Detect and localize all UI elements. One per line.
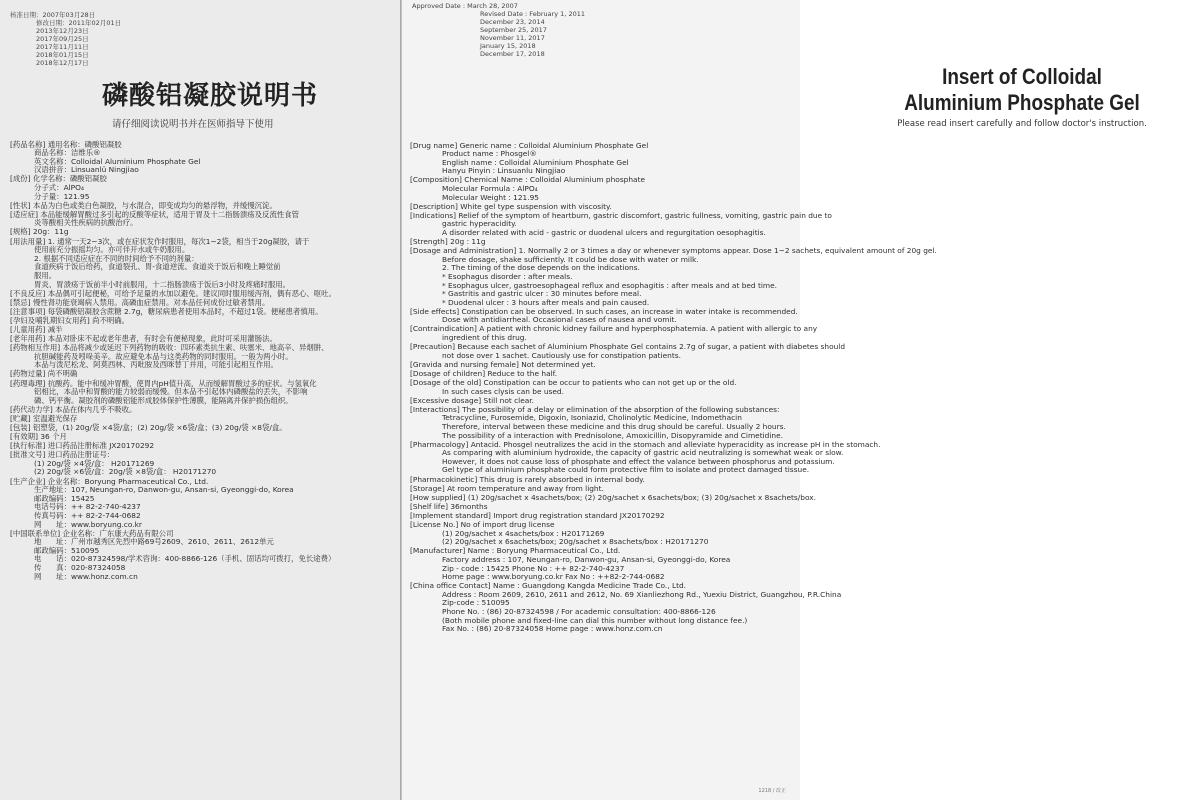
revision-date: Revised Date : February 1, 2011 [480, 10, 585, 18]
section [10, 380, 390, 406]
section-text: 本品与泼尼松龙、阿莫西林、丙吡胺及西咪替丁并用，可能引起相互作用。 [34, 360, 278, 370]
section [10, 424, 390, 433]
revision-date: September 25, 2017 [480, 26, 547, 34]
section-text: 2. The timing of the dose depends on the indications. [442, 263, 640, 273]
revision-date: 2018年12月17日 [36, 59, 89, 67]
page-title: 磷酸铝凝胶说明书 [102, 81, 319, 111]
section-heading: [ 禁忌 ] [10, 298, 31, 307]
section-text: In such cases clysis can be used. [442, 386, 564, 396]
section-text: 尚不明确 [47, 369, 78, 379]
revision-date: 2017年11月11日 [36, 43, 89, 51]
section-heading: [ 药物过量 ] [10, 369, 45, 378]
section-text: 铝相比，本品中和胃酸的能力较弱而缓慢。但本品不引起体内磷酸盐的丢失，不影响 [34, 387, 308, 397]
section-text: gastric hyperacidity. [442, 219, 517, 229]
section-heading: [ 规格 ] [10, 227, 31, 236]
section [410, 246, 937, 307]
section-text: 地 址：广州市越秀区先烈中路69号2609、2610、2611、2612单元 [34, 537, 274, 547]
section-text: Still not clear. [483, 395, 534, 405]
section-text: 1. 通常一天2~3次，或在症状发作时服用，每次1~2袋，相当于20g凝胶，请于 [47, 236, 310, 246]
section-text: Fax No. : (86) 20-87324058 Home page : www.honz.com.cn [442, 624, 663, 634]
section-text: As comparing with aluminium hydroxide, the capacity of gastric acid neutralizing is somewhat weak or slow. [442, 448, 844, 458]
section-text: Reduce to the half. [487, 368, 558, 378]
section-text: Tetracycline, Furosemide, Digoxin, Isoniazid, Cholinolytic Medicine, Indomethacin [442, 413, 742, 423]
section-text: 本品将减少或延迟下列药物的吸收：四环素类抗生素、呋塞米、地高辛、异烟肼、 [62, 343, 329, 353]
section-text: 传真号码：++ 82-2-744-0682 [34, 510, 141, 520]
section-text: Molecular Weight : 121.95 [442, 192, 540, 202]
section-heading: [ 执行标准 ] [10, 441, 45, 450]
section-heading: [ Dosage of children ] [410, 369, 485, 378]
section-heading: [ 药物相互作用 ] [10, 343, 60, 352]
section-line [10, 573, 390, 582]
section-heading: [ 孕妇及哺乳期妇女用药 ] [10, 316, 90, 325]
section-text: Name : Boryung Pharmaceutical Co., Ltd. [467, 546, 621, 556]
section-text: Constipation can be observed. In such cases, an increase in water intake is recommended. [461, 306, 798, 316]
revision-date: 2018年01月15日 [36, 51, 89, 59]
revision-date: 修改日期：2011年02月01日 [36, 19, 122, 27]
section-text: * Gastritis and gastric ulcer : 30 minutes before meal. [442, 289, 642, 299]
approval-number: (1) 20g/袋 ×4袋/盒： H20171269 [34, 458, 155, 468]
section-text: 20g : 11g [450, 237, 486, 247]
section-text: Hanyu Pinyin : Linsuanlu Ningjiao [442, 166, 566, 176]
insert-body [410, 140, 937, 634]
section-text: 磷、钙平衡。凝胶剂的磷酸铝能形成胶体保护性薄膜，能隔离并保护损伤组织。 [34, 395, 293, 405]
section-text: English name : Colloidal Aluminium Phosphate Gel [442, 157, 629, 167]
page-subtitle: 请仔细阅读说明书并在医师指导下使用 [112, 119, 274, 130]
section-text: ingredient of this drug. [442, 333, 527, 343]
section-text: 传 真：020-87324058 [34, 563, 126, 572]
section-heading: [ Dosage of the old ] [410, 378, 481, 387]
section-text: Gel type of aluminium phosphate could form protective film to isolate and protect damaged tissue. [442, 465, 810, 475]
section-text: Address : Room 2609, 2610, 2611 and 2612, No. 69 Xianliezhong Rd., Yuexiu District, Guangzhou, P.R.China [442, 589, 842, 599]
page-subtitle: Please read insert carefully and follow doctor's instruction. [897, 119, 1147, 129]
section-line [410, 625, 794, 634]
section-text: (1) 20g/sachet x 4sachets/box : H20171269 [442, 528, 605, 538]
section [10, 317, 390, 326]
section-text: 2. 根据不同适应症在不同的时间给予不同的剂量： [34, 253, 199, 263]
section-text: Molecular Formula : AlPO₄ [442, 183, 538, 193]
section-text: 36 个月 [40, 432, 67, 442]
section [410, 581, 842, 634]
section-heading: [ Pharmacology ] [410, 440, 468, 449]
section-heading: [ License No. ] [410, 520, 458, 529]
section-text: Import drug registration standard JX20170292 [493, 510, 665, 520]
section-text: 使用前充分振摇均匀。亦可伴开水或牛奶服用。 [34, 245, 190, 255]
section-text: However, it does not cause loss of phosphate and effect the valance between phosphorus and potassium. [442, 456, 835, 466]
section-heading: [ Strength ] [410, 237, 448, 246]
section-text: Antacid. Phosgel neutralizes the acid in the stomach and alleviate hyperacidity as increase pH in the stomach. [470, 439, 881, 449]
section [410, 324, 818, 343]
section-text: 分子量：121.95 [34, 191, 90, 201]
section [10, 478, 390, 530]
section [410, 439, 881, 475]
section-heading: [ 包装 ] [10, 423, 31, 432]
section [10, 238, 390, 290]
section-heading: [ Storage ] [410, 484, 445, 493]
revision-dates [412, 2, 585, 58]
section-text: 分子式：AlPO₄ [34, 182, 84, 192]
section-heading: [ 用法用量 ] [10, 237, 45, 246]
section-text: 本品对卧床不起或老年患者，有时会有便秘现象，此时可采用灌肠法。 [47, 334, 277, 344]
section-text: Phone No. : (86) 20-87324598 / For academic consultation: 400-8866-126 [442, 606, 716, 616]
section-text: 汉语拼音：Linsuanlü Ningjiao [34, 165, 139, 175]
section-heading: [ Implement standard ] [410, 511, 491, 520]
section-text: Chemical Name : Colloidal Aluminium phosphate [464, 175, 646, 185]
section-heading: [ Composition ] [410, 175, 462, 184]
section [10, 211, 390, 228]
section [410, 379, 794, 396]
section-text: 企业名称：广东康大药品有限公司 [62, 528, 174, 538]
section-text: (2) 20g/sachet x 6sachets/box; 20g/sachet x 8sachets/box : H20171270 [442, 537, 709, 547]
section-text: 36months [450, 501, 488, 511]
section-text: This drug is rarely absorbed in internal body. [479, 474, 645, 484]
section-heading: [ 药理毒理 ] [10, 379, 45, 388]
section-heading: [ 性状 ] [10, 201, 31, 210]
section-text: 商品名称：洁维乐® [34, 148, 101, 158]
section-heading: [ Shelf life ] [410, 502, 448, 511]
section-text: 食道疾病于饭后给药，食道裂孔、胃-食道逆流、食道炎于饭后和晚上睡觉前 [34, 262, 281, 272]
section-text: No of import drug license [460, 520, 555, 530]
section-text: Before dosage, shake sufficiently. It could be dose with water or milk. [442, 254, 699, 264]
section-text: 进口药品注册证号： [47, 450, 115, 460]
section-heading: [ 成份 ] [10, 174, 31, 183]
section-text: * Duodenal ulcer : 3 hours after meals and pain caused. [442, 297, 650, 307]
section-text: A patient with chronic kidney failure and hyperphosphatemia. A patient with allergic to any [479, 324, 818, 334]
section-text: not dose over 1 sachet. Cautiously use for constipation patients. [442, 350, 681, 360]
section-heading: [ 不良反应 ] [10, 289, 45, 298]
section-text: (Both mobile phone and fixed-line can dial this number without long distance fee.) [442, 615, 748, 625]
section-text: 进口药品注册标准 JX20170292 [47, 441, 155, 451]
section-text: 抗胆碱能药及吲哚美辛。故应避免本品与这类药物的同时服用。一般为两小时。 [34, 351, 293, 361]
section [410, 306, 798, 325]
section-heading: [ Precaution ] [410, 342, 455, 351]
section-text: 1. Normally 2 or 3 times a day or whenever symptoms appear. Dose 1~2 sachets, equivalent amount of 20g gel. [518, 246, 937, 256]
section-heading: [ Dosage and Administration ] [410, 246, 516, 255]
section-text: 英文名称：Colloidal Aluminium Phosphate Gel [34, 156, 201, 166]
section-text: 本品能缓解胃酸过多引起的反酸等症状，适用于胃及十二指肠溃疡及反流性食管 [40, 209, 300, 219]
revision-date: December 23, 2014 [480, 18, 545, 26]
section-text: 服用。 [34, 270, 57, 280]
section-text: Constipation can be occur to patients who can not get up or the old. [483, 378, 737, 388]
section-text: Therefore, interval between these medicine and this drug should be careful. Usually 2 hours. [442, 422, 786, 431]
section-text: 网 址：www.honz.com.cn [34, 571, 138, 581]
revision-date: 2017年09月25日 [36, 35, 89, 43]
section-heading: [ Indications ] [410, 211, 456, 220]
section-text: The possibility of a interaction with Prednisolone, Amoxicillin, Disopyramide and Cimetidine. [442, 430, 784, 440]
section-heading: [ Excessive dosage ] [410, 396, 481, 405]
section-heading: [ Side effects ] [410, 307, 459, 316]
section-text: 炎等酸相关性疾病的抗酸治疗。 [34, 218, 138, 228]
section-text: 胃炎、胃溃疡于饭前半小时前服用，十二指肠溃疡于饭后3小时及疼痛时服用。 [34, 279, 290, 289]
section-text: Not determined yet. [521, 359, 596, 369]
section-heading: [ Manufacturer ] [410, 546, 465, 555]
revision-date: 2013年12月23日 [36, 27, 89, 35]
section [410, 142, 794, 176]
section-text: 化学名称：磷酸铝凝胶 [32, 174, 107, 184]
section-text: 每袋磷酸铝凝胶含蔗糖 2.7g，糖尿病患者使用本品时，不超过1袋。便秘患者慎用。 [47, 306, 323, 316]
section-heading: [ 药品名称 ] [10, 140, 45, 149]
section-heading: [ 生产企业 ] [10, 477, 45, 486]
section-heading: [ 儿童用药 ] [10, 325, 45, 334]
section-text: 通用名称：磷酸铝凝胶 [47, 139, 122, 149]
section-heading: [ 适应症 ] [10, 210, 38, 219]
section-text: The possibility of a delay or elimination of the absorption of the following substances: [462, 404, 780, 414]
section-text: Name : Guangdong Kangda Medicine Trade Co., Ltd. [492, 581, 687, 591]
section [410, 406, 794, 440]
section-text: 电话号码：++ 82-2-740-4237 [34, 502, 141, 512]
section-heading: [ 有效期 ] [10, 432, 38, 441]
section-text: 减半 [47, 324, 63, 334]
revision-date: December 17, 2018 [480, 50, 545, 58]
revision-dates [10, 11, 121, 67]
section-text: * Esophagus disorder : after meals. [442, 271, 573, 281]
section [410, 547, 794, 581]
chinese-insert-page [0, 0, 402, 800]
section-text: A disorder related with acid - gastric or duodenal ulcers and regurgitation oesophagitis. [442, 227, 766, 237]
section-line [10, 263, 390, 272]
revision-date: January 15, 2018 [480, 42, 536, 50]
section-text: * Esophagus ulcer, gastroesophageal reflux and esophagitis : after meals and at bed time. [442, 280, 778, 290]
section-heading: [ Drug name ] [410, 141, 457, 150]
section-text: At room temperature and away from light. [447, 483, 604, 493]
section-heading: [ 中国联系单位 ] [10, 529, 60, 538]
section-text: Zip-code : 510095 [442, 598, 510, 608]
english-insert-page [402, 0, 1147, 800]
section-heading: [ Interactions ] [410, 405, 460, 414]
section-text: (1) 20g/sachet x 4sachets/box; (2) 20g/sachet x 6sachets/box; (3) 20g/sachet x 8sachets/box. [467, 492, 816, 502]
section-line [10, 424, 390, 433]
section-heading: [ 贮藏 ] [10, 414, 31, 423]
section-text: Because each sachet of Aluminium Phosphate Gel contains 2.7g of sugar, a patient with diabetes should [457, 342, 846, 352]
section-heading: [ 批准文号 ] [10, 450, 45, 459]
section-text: 电 话：020-87324598/学术咨询：400-8866-126（手机、固话均可拨打，免长途费） [34, 554, 336, 564]
revision-date: 核准日期：2007年03月28日 [10, 11, 96, 19]
page-title: Insert of Colloidal Aluminium Phosphate Gel [904, 64, 1140, 115]
section-text: 企业名称：Boryung Pharmaceutical Co., Ltd. [47, 476, 209, 486]
section-text: 网 址：www.boryung.co.kr [34, 519, 142, 529]
section-text: 邮政编码：15425 [34, 493, 95, 503]
section-line [10, 317, 390, 326]
section-text: 抗酸药。能中和缓冲胃酸，使胃内pH值升高，从而缓解胃酸过多的症状。与氢氧化 [47, 378, 317, 388]
section-text: 铝塑袋，(1) 20g/袋 ×4袋/盒；(2) 20g/袋 ×6袋/盒；(3) 20g/袋 ×8袋/盒。 [32, 423, 287, 432]
section-text: White gel type suspension with viscosity. [460, 201, 612, 211]
section-heading: [ Gravida and nursing female ] [410, 360, 519, 369]
section-text: 室温避光保存 [32, 413, 78, 423]
corner-mark: 1218 / 改正 [758, 788, 786, 794]
section-text: 本品为白色或类白色凝胶，与水混合，即变成均匀的悬浮物，并缓慢沉淀。 [32, 200, 277, 210]
section-text: Home page : www.boryung.co.kr Fax No : ++82-2-744-0682 [442, 572, 665, 582]
section-text: 慢性肾功能衰竭病人禁用。高磷血症禁用。对本品任何成份过敏者禁用。 [32, 297, 270, 307]
section-text: 20g：11g [32, 227, 69, 237]
section-heading: [ Description ] [410, 202, 458, 211]
section-text: Factory address : 107, Neungan-ro, Danwon-gu, Ansan-si, Gyeonggi-do, Korea [442, 554, 731, 564]
section-text: Dose with antidiarrheal. Occasional cases of nausea and vomit. [442, 315, 677, 325]
section-text: 尚不明确。 [92, 315, 130, 325]
section-heading: [ 注意事项 ] [10, 307, 45, 316]
section [410, 521, 794, 547]
section-text: 本品偶可引起便秘，可给予足量的水加以避免。建议同时服用缓泻剂，偶有恶心、呕吐。 [47, 288, 336, 298]
section-text: Relief of the symptom of heartburn, gastric discomfort, gastric fullness, vomiting, gastric pain due to [458, 210, 832, 220]
section [10, 175, 390, 201]
approval-number: (2) 20g/袋 ×6袋/盒：20g/袋 ×8袋/盒： H20171270 [34, 467, 217, 477]
revision-date: November 11, 2017 [480, 34, 545, 42]
insert-body [10, 140, 390, 581]
section-heading: [ 药代动力学 ] [10, 405, 53, 414]
revision-date: Approved Date : March 28, 2007 [412, 2, 518, 10]
section-text: Product name : Phosgel® [442, 149, 537, 159]
section-text: 生产地址：107, Neungan-ro, Danwon-gu, Ansan-si, Gyeonggi-do, Korea [34, 485, 294, 495]
section-text: 本品在体内几乎不吸收。 [55, 404, 137, 414]
section [10, 141, 390, 175]
section-text: 邮政编码：510095 [34, 545, 100, 555]
section [10, 530, 390, 582]
section-heading: [ Pharmacokinetic ] [410, 475, 477, 484]
section [10, 344, 390, 370]
section-text: Zip - code : 15425 Phone No : ++ 82-2-740-4237 [442, 563, 625, 573]
section [410, 176, 794, 202]
section-text: Generic name : Colloidal Aluminium Phosphate Gel [459, 140, 649, 150]
section [410, 210, 832, 238]
section [410, 342, 846, 360]
section-heading: [ 老年用药 ] [10, 334, 45, 343]
section-heading: [ Contraindication ] [410, 324, 477, 333]
section-heading: [ China office Contact ] [410, 581, 491, 590]
section-heading: [ How supplied ] [410, 493, 466, 502]
